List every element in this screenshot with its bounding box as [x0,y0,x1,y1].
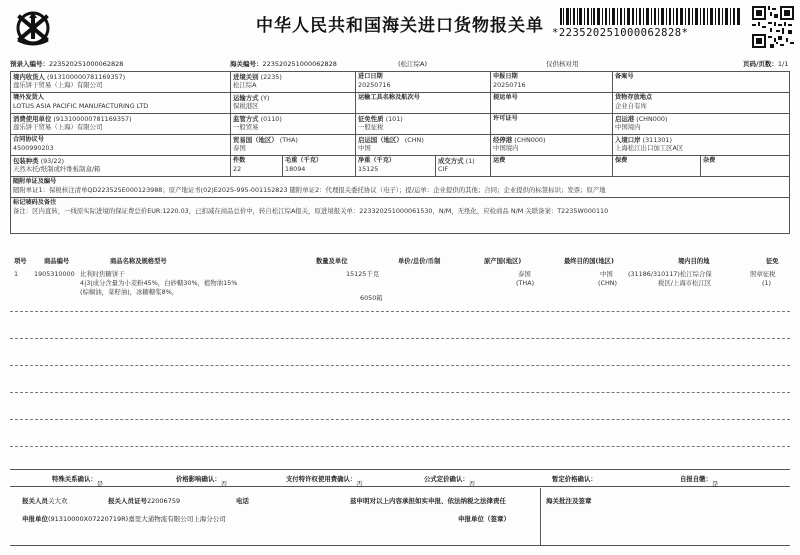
line-name-2: 4|3|成分含量为小麦粉45%，白砂糖30%，植物油15% [80,279,238,287]
declare-date-cell: 申报日期 20250716 [491,72,613,92]
document-title: 中华人民共和国海关进口货物报关单 [256,16,544,36]
line-levy-1: 照章征税 [750,270,776,278]
barcode-icon [560,8,740,25]
net-weight-cell: 净重（千克） 15125 [356,156,436,176]
line-qty-1: 15125千克 [346,270,380,278]
provisional-price: 暂定价格确认： [552,475,597,483]
bill-number-cell: 提运单号 [491,93,613,113]
vehicle-cell: 运输工具名称及航次号 [356,93,491,113]
divider [10,392,790,393]
consumer-cell: 消费使用单位 (913100000781169357) 莲乐饼干贸易（上海）有限公司 [11,114,231,134]
divider [10,311,790,312]
self-declare: 自报自缴： 是 [680,475,719,488]
origin-country-cell: 启运国（地区） (CHN) 中国 [356,135,491,155]
confirmation-row [10,469,790,487]
preentry-number: 预录入编号：223520251000062828 [10,60,124,68]
col-name: 商品名称及规格型号 [110,258,167,265]
line-domestic-2: 税区/上海市松江区 [658,279,712,287]
consignee-cell: 境内收货人 (913100000781169357) 莲乐饼干贸易（上海）有限公司 [11,72,231,92]
entry-customs-cell: 进境关别 (2235) 松江综A [231,72,356,92]
barcode-number: *223520251000062828* [552,27,689,39]
package-cell: 包装种类 (93/22) 天然木托/纸制或纤维板制盒/箱 [11,156,231,176]
form-row-3 [11,114,790,135]
price-influence: 价格影响确认： 否 [176,475,228,488]
contract-cell: 合同协议号 4500990203 [11,135,231,155]
storage-cell: 货物存放地点 企业自有库 [613,93,790,113]
divider [10,446,790,447]
royalty-confirm: 支付特许权使用费确认： 否 [286,475,363,488]
line-code: 1905310000 [34,270,75,278]
line-no: 1 [14,270,19,278]
line-name-3: (棕榈油，菜籽油)，冰糖糖浆8%， [80,288,179,296]
transit-port-cell: 经停港 (CHN000) 中国境内 [491,135,613,155]
departure-port-cell: 启运港 (CHN000) 中国境内 [613,114,790,134]
col-no: 项号 [14,258,27,265]
supervision-cell: 监管方式 (0110) 一般贸易 [231,114,356,134]
declarant-cert: 报关人员证号 22006759 [108,497,181,505]
shipper-cell: 境外发货人 LOTUS ASIA PACIFIC MANUFACTURING LTD [11,93,231,113]
import-date-cell: 进口日期 20250716 [356,72,491,92]
declarant-name: 报关人员 关大欢 [22,497,68,505]
goods-header [10,256,790,268]
customs-number: 海关编号：223520251000062828 [230,60,337,68]
form-row-4 [11,135,790,156]
gross-weight-cell: 毛重（千克） 18094 [283,156,356,176]
remarks-cell: 标记唛码及备注 备注：区内直转，一线原实际进境的保证费总价EUR:1220.03，已扣减在商品总价中，转自松江综A报关，原进境报关单：223320251000061530，N/M，无纸化，应检商品 N/M 关联备案：T2235W000110 [11,198,790,233]
col-code: 商品编号 [44,258,70,265]
freight-cell: 运费 [491,156,613,176]
form-row-1 [11,72,790,93]
page-number: 页码/页数：1/1 [743,60,789,68]
line-origin-2: (THA) [516,279,535,287]
transport-mode-cell: 运输方式 (Y) 保税港区 [231,93,356,113]
col-dest: 最终目的国(地区) [564,258,614,265]
form-row-7 [11,198,790,234]
phone: 电话 [236,497,249,505]
divider [10,419,790,420]
formula-pricing: 公式定价确认： 否 [424,475,476,488]
record-number-cell: 备案号 [613,72,790,92]
qr-code-icon [752,6,794,48]
customs-approval: 海关批注及签章 [546,497,592,505]
line-domestic-1: (31186/310117)松江综合保 [628,270,712,278]
legal-statement: 兹申明对以上内容承担如实申报、依法纳税之法律责任 [350,497,506,505]
form-grid [10,71,790,234]
form-row-2 [11,93,790,114]
insurance-cell: 保费 [613,156,701,176]
misc-fee-cell: 杂费 [701,156,790,176]
line-name-1: 比利时焦糖饼干 [80,270,125,278]
deal-mode-cell: 成交方式 (1) CIF [436,156,491,176]
levy-nature-cell: 征免性质 (101) 一般征税 [356,114,491,134]
line-origin-1: 泰国 [518,270,531,278]
port-note: (松江综A) [398,60,428,68]
form-row-5 [11,156,790,177]
line-dest-1: 中国 [600,270,613,278]
pieces-cell: 件数 22 [231,156,283,176]
col-levy: 征免 [766,258,779,265]
license-cell: 许可证号 [491,114,613,134]
footer-section [10,488,790,546]
attached-documents-cell: 随附单证及编号 随附单证1：保税核注清单QD223525E000123988；原产地证书(02)E2025-995-001152823 随附单证2：代理报关委托协议（电子）；提/运单：企业提供的其他；合同；企业提供的标签标识；发票；原产地 [11,177,790,197]
unit-seal: 申报单位（签章） [458,515,510,523]
trade-country-cell: 贸易国（地区） (THA) 泰国 [231,135,356,155]
entry-port-cell: 入境口岸 (311301) 上海松江出口加工区A区 [613,135,790,155]
special-relation: 特殊关系确认： 是 [52,475,104,488]
col-domestic: 境内目的地 [678,258,710,265]
col-origin: 原产国(地区) [484,258,522,265]
col-price: 单价/总价/币制 [398,258,441,265]
line-levy-2: (1) [762,279,772,287]
divider [10,365,790,366]
table-row [10,270,790,310]
line-dest-2: (CHN) [598,279,618,287]
divider [540,488,541,546]
divider [10,338,790,339]
usage-note: 仅供核对用 [546,60,579,68]
declaring-unit: 申报单位 (91310000X07220719R)嘉里大通物流有限公司上海分公司 [22,515,226,523]
col-qty: 数量及单位 [316,258,348,265]
form-row-6 [11,177,790,198]
line-qty-2: 6050箱 [360,294,383,302]
